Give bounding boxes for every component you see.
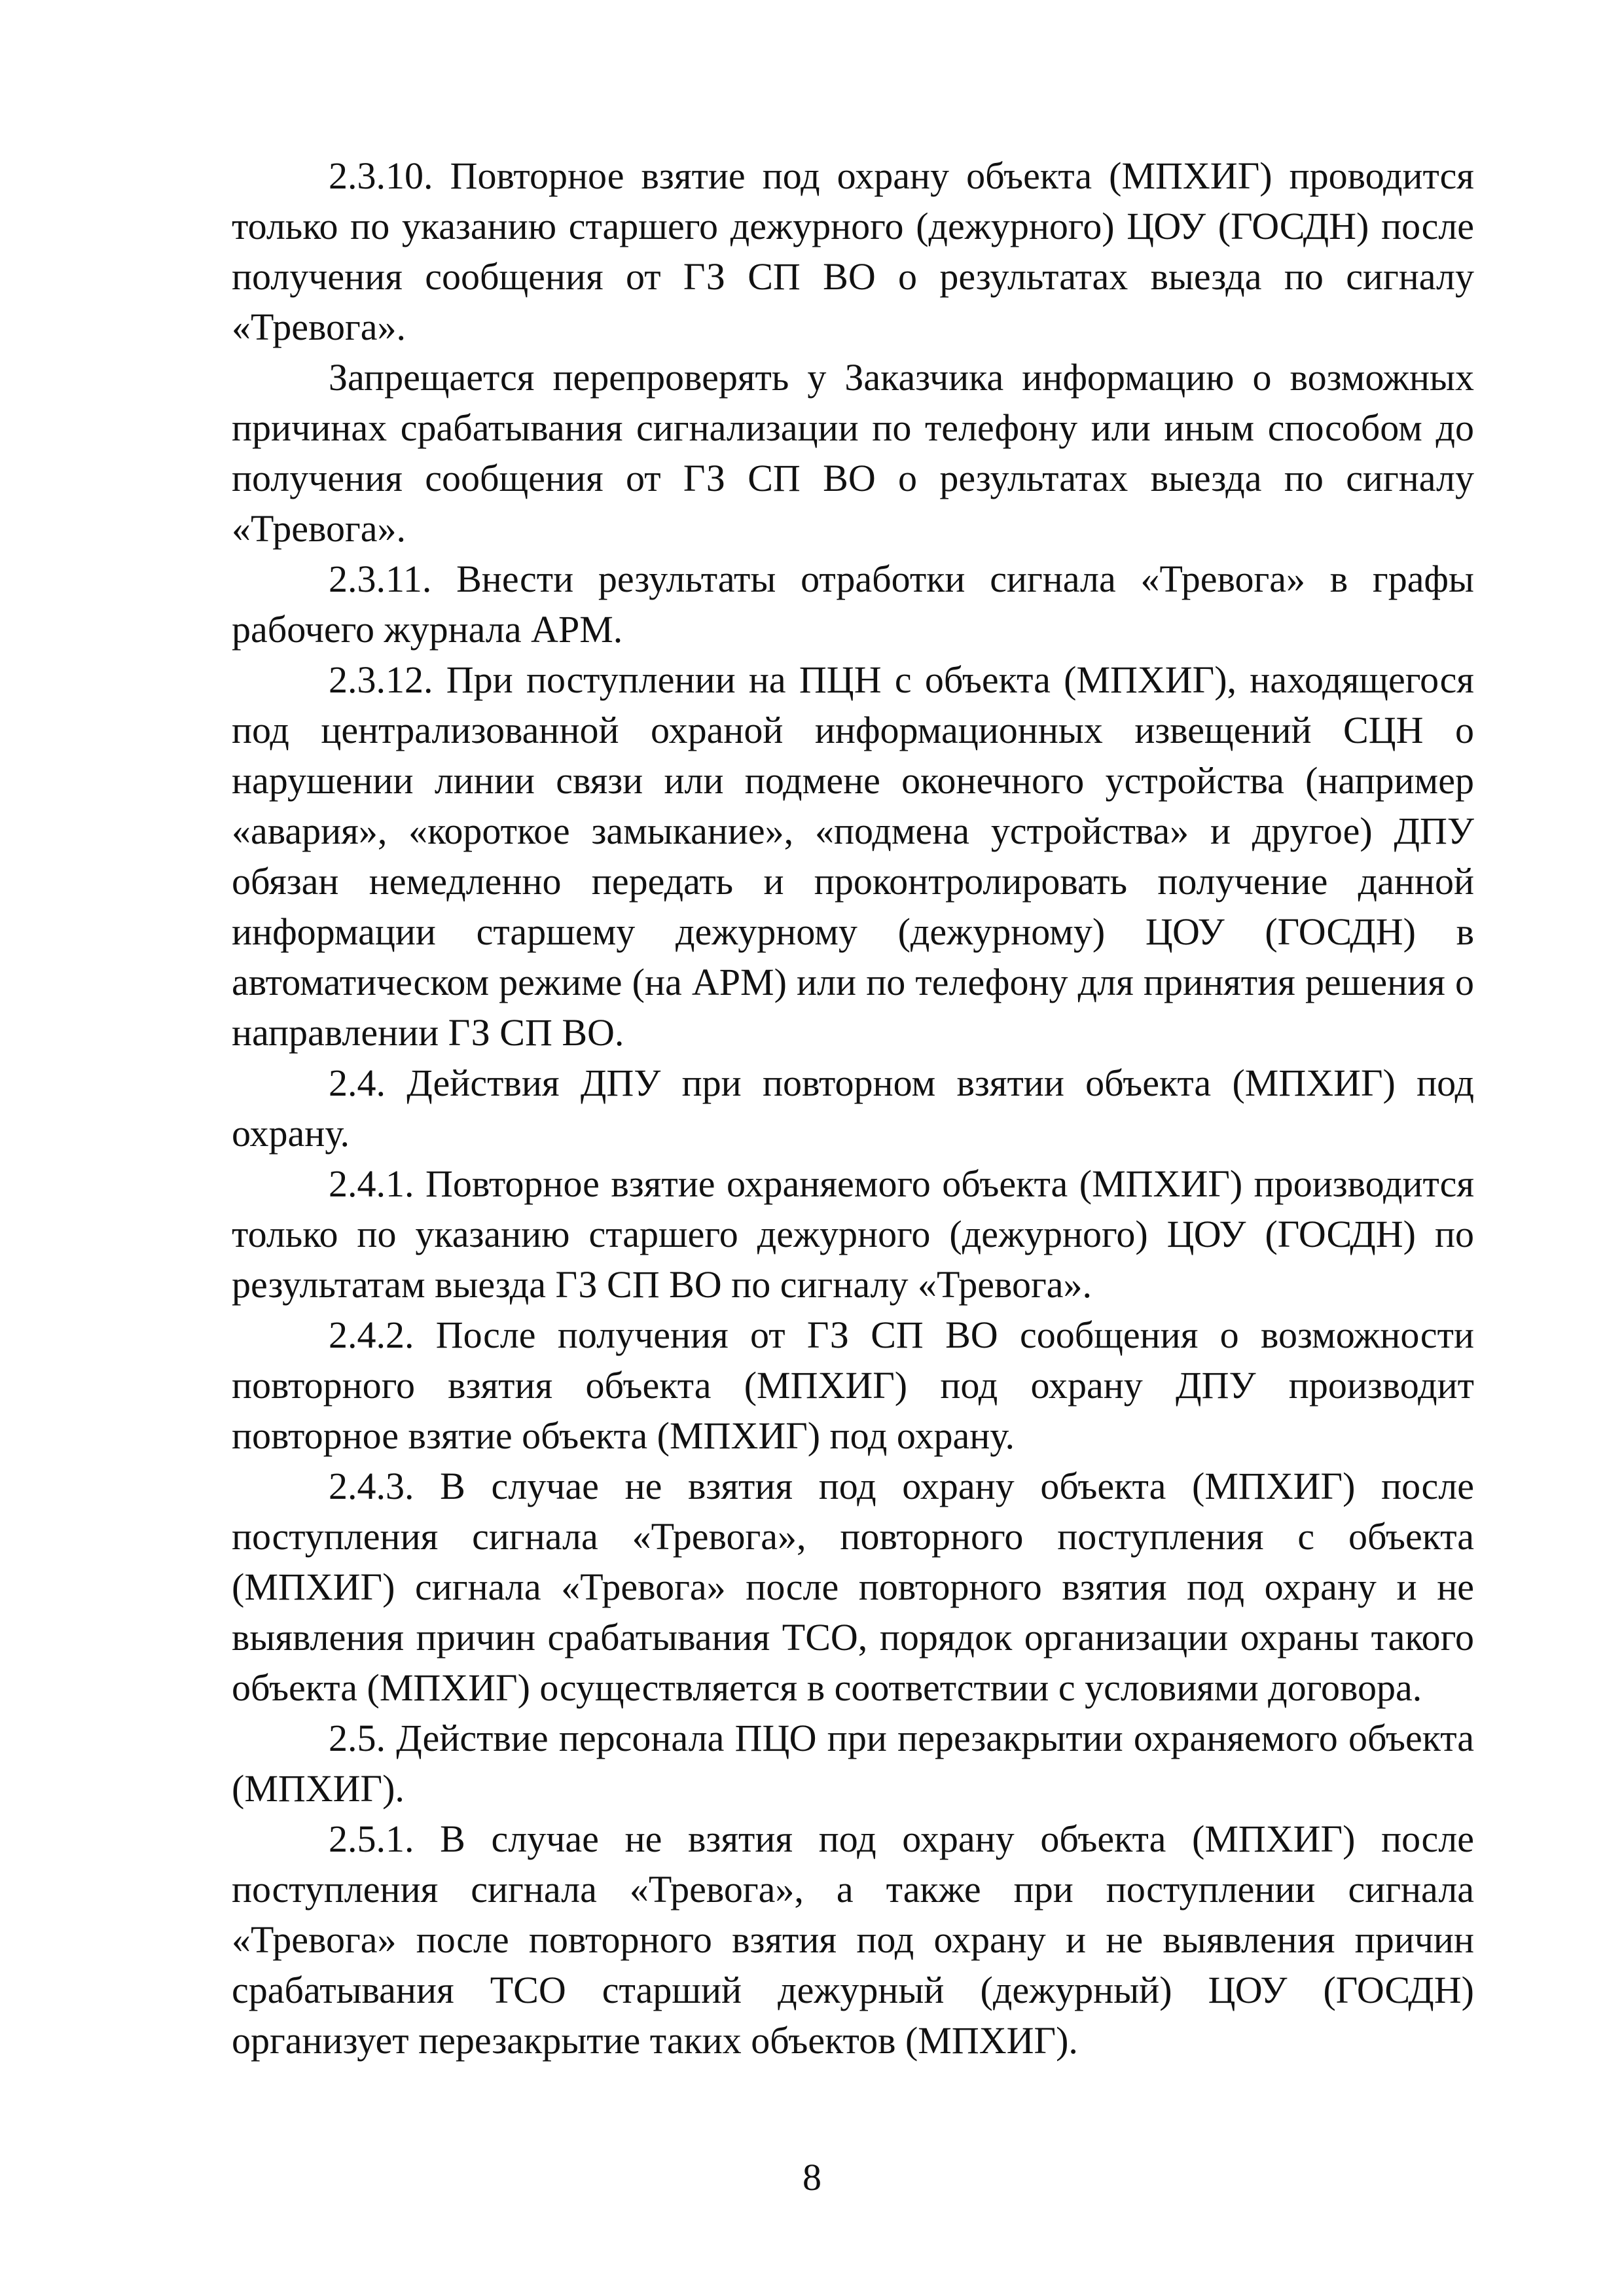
paragraph-2-4: 2.4. Действия ДПУ при повторном взятии объекта (МПХИГ) под охрану. [232,1062,1474,1155]
paragraph-2-3-12: 2.3.12. При поступлении на ПЦН с объекта (МПХИГ), находящегося под централизованной охраной информационных извещений СЦН о нарушении линии связи или подмене оконечного устройства (например «авария», «короткое замыкание», «подмена устройства» и другое) ДПУ обязан немедленно передать и проконтролировать получение данной информации старшему дежурному (дежурному) ЦОУ (ГОСДН) в автоматическом режиме (на АРМ) или по телефону для принятия решения о направлении ГЗ СП ВО. [232,658,1474,1054]
paragraph-2-4-1: 2.4.1. Повторное взятие охраняемого объекта (МПХИГ) производится только по указанию старшего дежурного (дежурного) ЦОУ (ГОСДН) по результатам выезда ГЗ СП ВО по сигналу «Тревога». [232,1162,1474,1306]
paragraph-2-5-1: 2.5.1. В случае не взятия под охрану объекта (МПХИГ) после поступления сигнала «Тревога», а также при поступлении сигнала «Тревога» после повторного взятия под охрану и не выявления причин срабатывания ТСО старший дежурный (дежурный) ЦОУ (ГОСДН) организует перезакрытие таких объектов (МПХИГ). [232,1818,1474,2062]
paragraph-2-4-2: 2.4.2. После получения от ГЗ СП ВО сообщения о возможности повторного взятия объекта (МПХИГ) под охрану ДПУ производит повторное взятие объекта (МПХИГ) под охрану. [232,1314,1474,1457]
page-number: 8 [803,2156,821,2198]
paragraph-2-4-3: 2.4.3. В случае не взятия под охрану объекта (МПХИГ) после поступления сигнала «Тревога», повторного поступления с объекта (МПХИГ) сигнала «Тревога» после повторного взятия под охрану и не выявления причин срабатывания ТСО, порядок организации охраны такого объекта (МПХИГ) осуществляется в соответствии с условиями договора. [232,1465,1474,1709]
paragraph-2-3-10: 2.3.10. Повторное взятие под охрану объекта (МПХИГ) проводится только по указанию старшего дежурного (дежурного) ЦОУ (ГОСДН) после получения сообщения от ГЗ СП ВО о результатах выезда по сигналу «Тревога». [232,154,1474,348]
document-body [232,151,1474,2066]
paragraph-2-5: 2.5. Действие персонала ПЦО при перезакрытии охраняемого объекта (МПХИГ). [232,1717,1474,1810]
paragraph-prohibition: Запрещается перепроверять у Заказчика информацию о возможных причинах срабатывания сигнализации по телефону или иным способом до получения сообщения от ГЗ СП ВО о результатах выезда по сигналу «Тревога». [232,356,1474,550]
paragraph-2-3-11: 2.3.11. Внести результаты отработки сигнала «Тревога» в графы рабочего журнала АРМ. [232,558,1474,651]
